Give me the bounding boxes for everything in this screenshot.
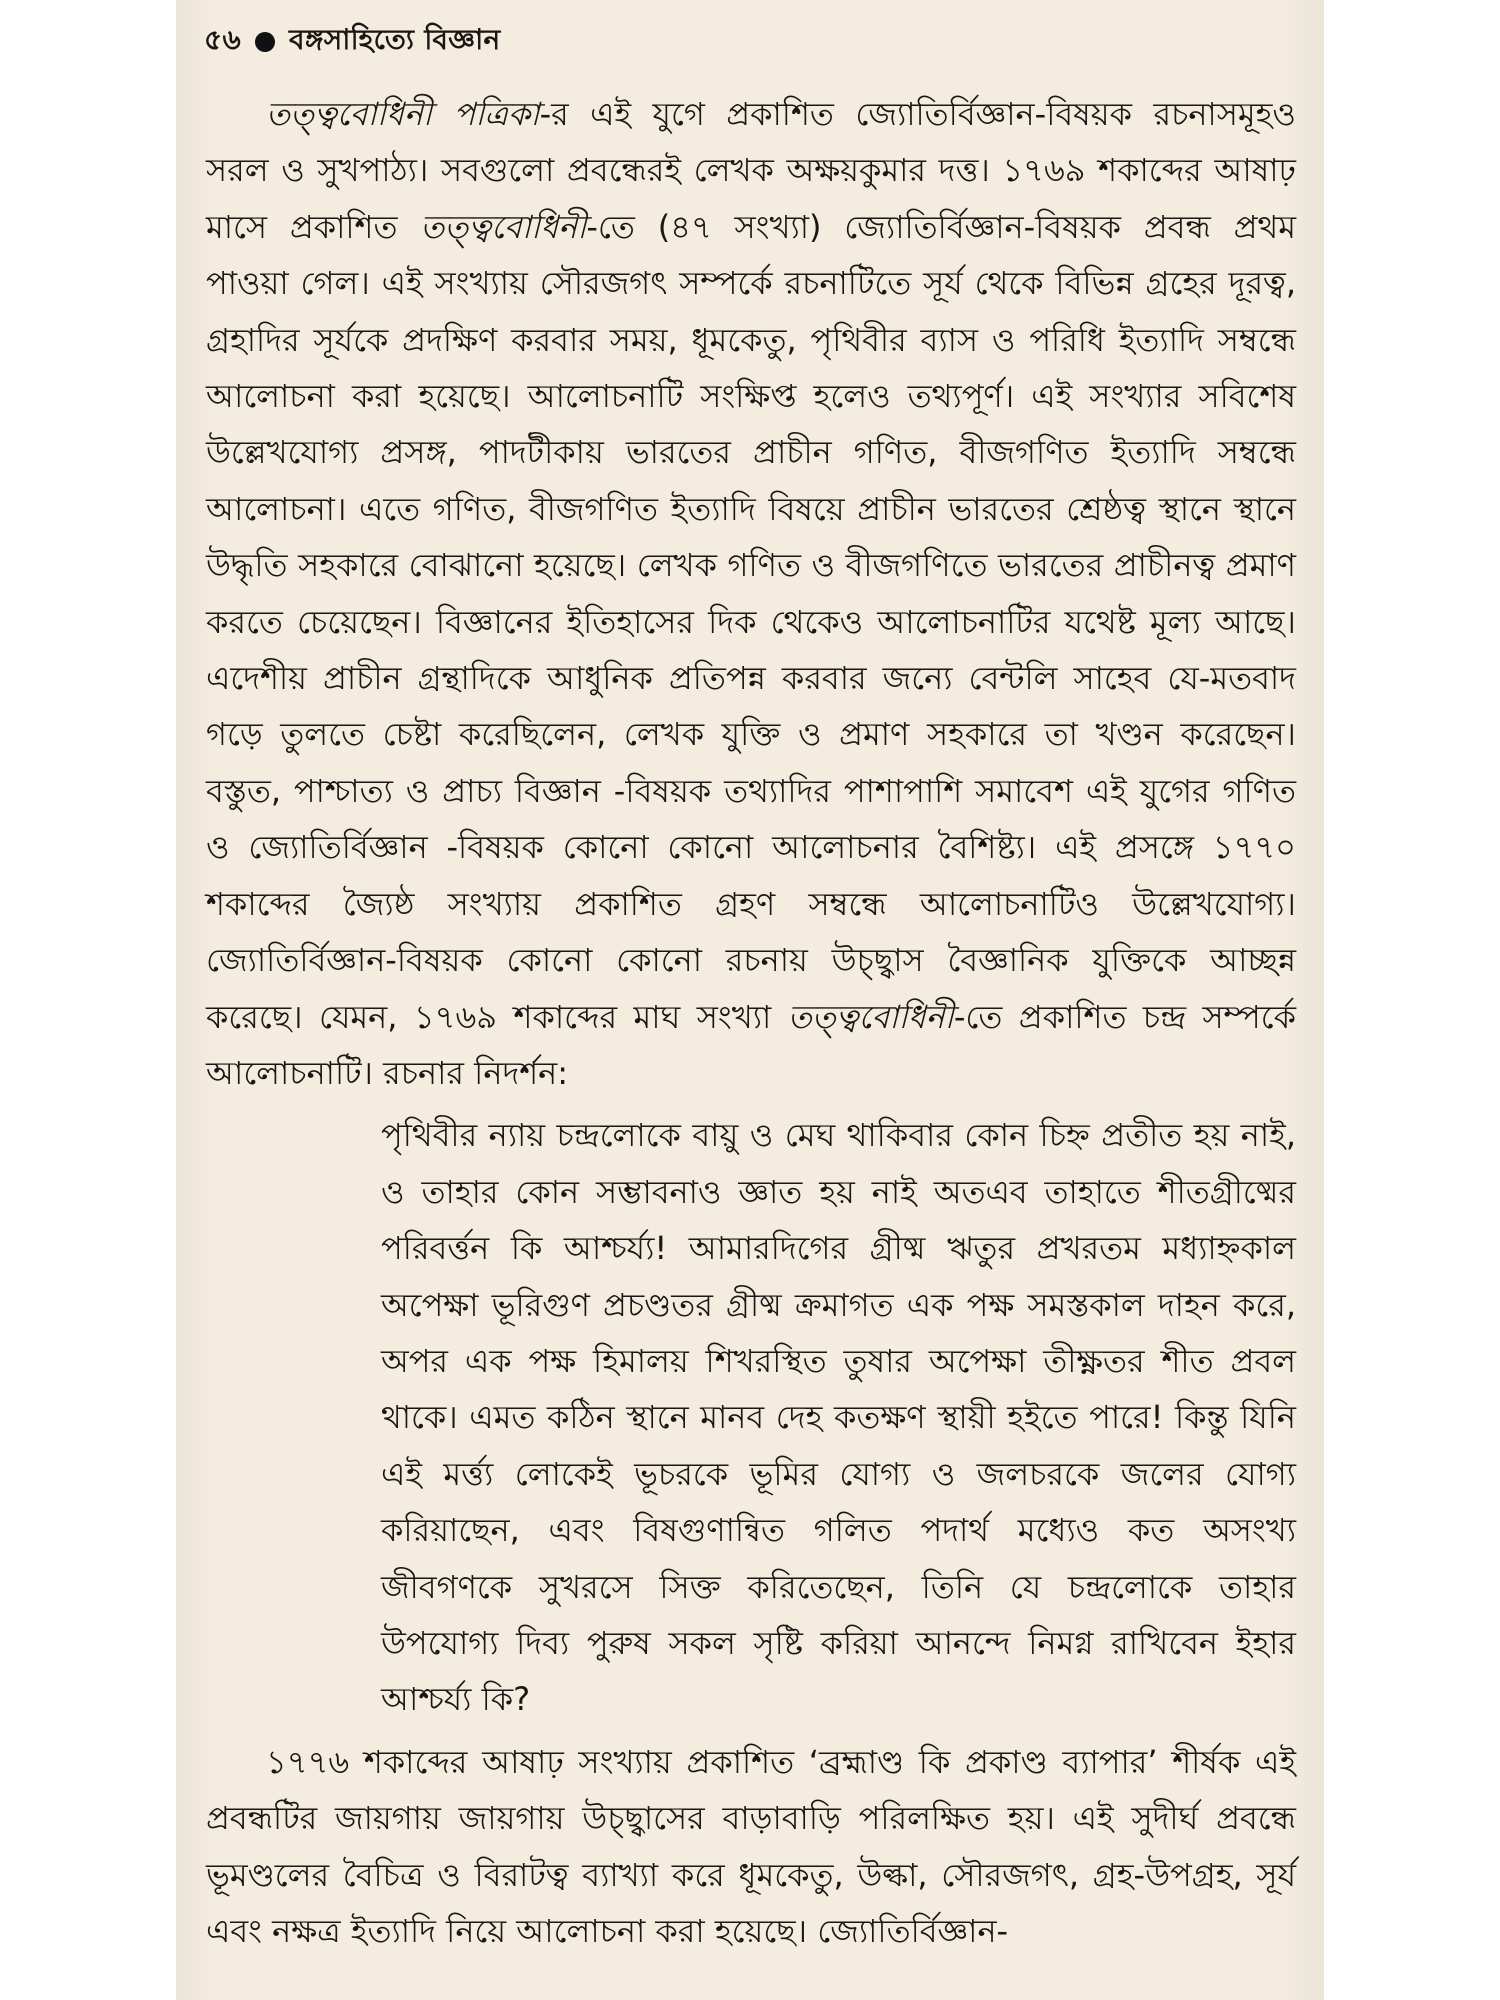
journal-name-1: তত্ত্ববোধিনী bbox=[420, 207, 587, 246]
paragraph-1-text-a: -র এই যুগে প্রকাশিত জ্যোতির্বিজ্ঞান-বিষয়ক রচনাসমূহও সরল ও সুখপাঠ্য। সবগুলো প্রবন্ধেরই লেখক অক্ষয়কুমার দত্ত। ১৭৬৯ শকাব্দের আষাঢ় মাসে প্রকাশিত bbox=[206, 95, 1296, 246]
bullet-icon bbox=[255, 32, 275, 52]
paragraph-1-text-c: -তে প্রকাশিত চন্দ্র সম্পর্কে আলোচনাটি। রচনার নিদর্শন: bbox=[206, 997, 1296, 1092]
page-number: ৫৬ bbox=[204, 23, 241, 56]
block-quote: পৃথিবীর ন্যায় চন্দ্রলোকে বায়ু ও মেঘ থাকিবার কোন চিহ্ন প্রতীত হয় নাই, ও তাহার কোন সম্ভাবনাও জ্ঞাত হয় নাই অতএব তাহাতে শীতগ্রীষ্মের পরিবর্ত্তন কি আশ্চর্য্য! আমারদিগের গ্রীষ্ম ঋতুর প্রখরতম মধ্যাহ্নকাল অপেক্ষা ভূরিগুণ প্রচণ্ডতর গ্রীষ্ম ক্রমাগত এক পক্ষ সমস্তকাল দাহন করে, অপর এক পক্ষ হিমালয় শিখরস্থিত তুষার অপেক্ষা তীক্ষ্ণতর শীত প্রবল থাকে। এমত কঠিন স্থানে মানব দেহ কতক্ষণ স্থায়ী হইতে পারে! কিন্তু যিনি এই মর্ত্ত্য লোকেই ভূচরকে ভূমির যোগ্য ও জলচরকে জলের যোগ্য করিয়াছেন, এবং বিষগুণান্বিত গলিত পদার্থ মধ্যেও কত অসংখ্য জীবগণকে সুখরসে সিক্ত করিতেছেন, তিনি যে চন্দ্রলোকে তাহার উপযোগ্য দিব্য পুরুষ সকল সৃষ্টি করিয়া আনন্দে নিমগ্ন রাখিবেন ইহার আশ্চর্য্য কি? bbox=[381, 1116, 1296, 1719]
paragraph-1 bbox=[206, 86, 1296, 1101]
book-title: বঙ্গসাহিত্যে বিজ্ঞান bbox=[288, 23, 501, 56]
paragraph-1-text-b: -তে (৪৭ সংখ্যা) জ্যোতির্বিজ্ঞান-বিষয়ক প্রবন্ধ প্রথম পাওয়া গেল। এই সংখ্যায় সৌরজগৎ সম্পর্কে রচনাটিতে সূর্য থেকে বিভিন্ন গ্রহের দূরত্ব, গ্রহাদির সূর্যকে প্রদক্ষিণ করবার সময়, ধূমকেতু, পৃথিবীর ব্যাস ও পরিধি ইত্যাদি সম্বন্ধে আলোচনা করা হয়েছে। আলোচনাটি সংক্ষিপ্ত হলেও তথ্যপূর্ণ। এই সংখ্যার সবিশেষ উল্লেখযোগ্য প্রসঙ্গ, পাদটীকায় ভারতের প্রাচীন গণিত, বীজগণিত ইত্যাদি সম্বন্ধে আলোচনা। এতে গণিত, বীজগণিত ইত্যাদি বিষয়ে প্রাচীন ভারতের শ্রেষ্ঠত্ব স্থানে স্থানে উদ্ধৃতি সহকারে বোঝানো হয়েছে। লেখক গণিত ও বীজগণিতে ভারতের প্রাচীনত্ব প্রমাণ করতে চেয়েছেন। বিজ্ঞানের ইতিহাসের দিক থেকেও আলোচনাটির যথেষ্ট মূল্য আছে। এদেশীয় প্রাচীন গ্রন্থাদিকে আধুনিক প্রতিপন্ন করবার জন্যে বেন্টলি সাহেব যে-মতবাদ গড়ে তুলতে চেষ্টা করেছিলেন, লেখক যুক্তি ও প্রমাণ সহকারে তা খণ্ডন করেছেন। বস্তুত, পাশ্চাত্য ও প্রাচ্য বিজ্ঞান -বিষয়ক তথ্যাদির পাশাপাশি সমাবেশ এই যুগের গণিত ও জ্যোতির্বিজ্ঞান -বিষয়ক কোনো কোনো আলোচনার বৈশিষ্ট্য। এই প্রসঙ্গে ১৭৭০ শকাব্দের জ্যৈষ্ঠ সংখ্যায় প্রকাশিত গ্রহণ সম্বন্ধে আলোচনাটিও উল্লেখযোগ্য। জ্যোতির্বিজ্ঞান-বিষয়ক কোনো কোনো রচনায় উচ্ছ্বাস বৈজ্ঞানিক যুক্তিকে আচ্ছন্ন করেছে। যেমন, ১৭৬৯ শকাব্দের মাঘ সংখ্যা bbox=[206, 207, 1296, 1036]
journal-title: তত্ত্ববোধিনী পত্রিকা bbox=[266, 95, 540, 133]
body-text bbox=[206, 86, 1296, 1959]
journal-name-2: তত্ত্ববোধিনী bbox=[787, 997, 954, 1036]
paragraph-2: ১৭৭৬ শকাব্দের আষাঢ় সংখ্যায় প্রকাশিত ‘ব্রহ্মাণ্ড কি প্রকাণ্ড ব্যাপার’ শীর্ষক এই প্রবন্ধটির জায়গায় জায়গায় উচ্ছ্বাসের বাড়াবাড়ি পরিলক্ষিত হয়। এই সুদীর্ঘ প্রবন্ধে ভূমণ্ডলের বৈচিত্র ও বিরাটত্ব ব্যাখ্যা করে ধূমকেতু, উল্কা, সৌরজগৎ, গ্রহ-উপগ্রহ, সূর্য এবং নক্ষত্র ইত্যাদি নিয়ে আলোচনা করা হয়েছে। জ্যোতির্বিজ্ঞান- bbox=[206, 1742, 1296, 1950]
book-page bbox=[176, 0, 1324, 2000]
running-head bbox=[204, 18, 501, 65]
